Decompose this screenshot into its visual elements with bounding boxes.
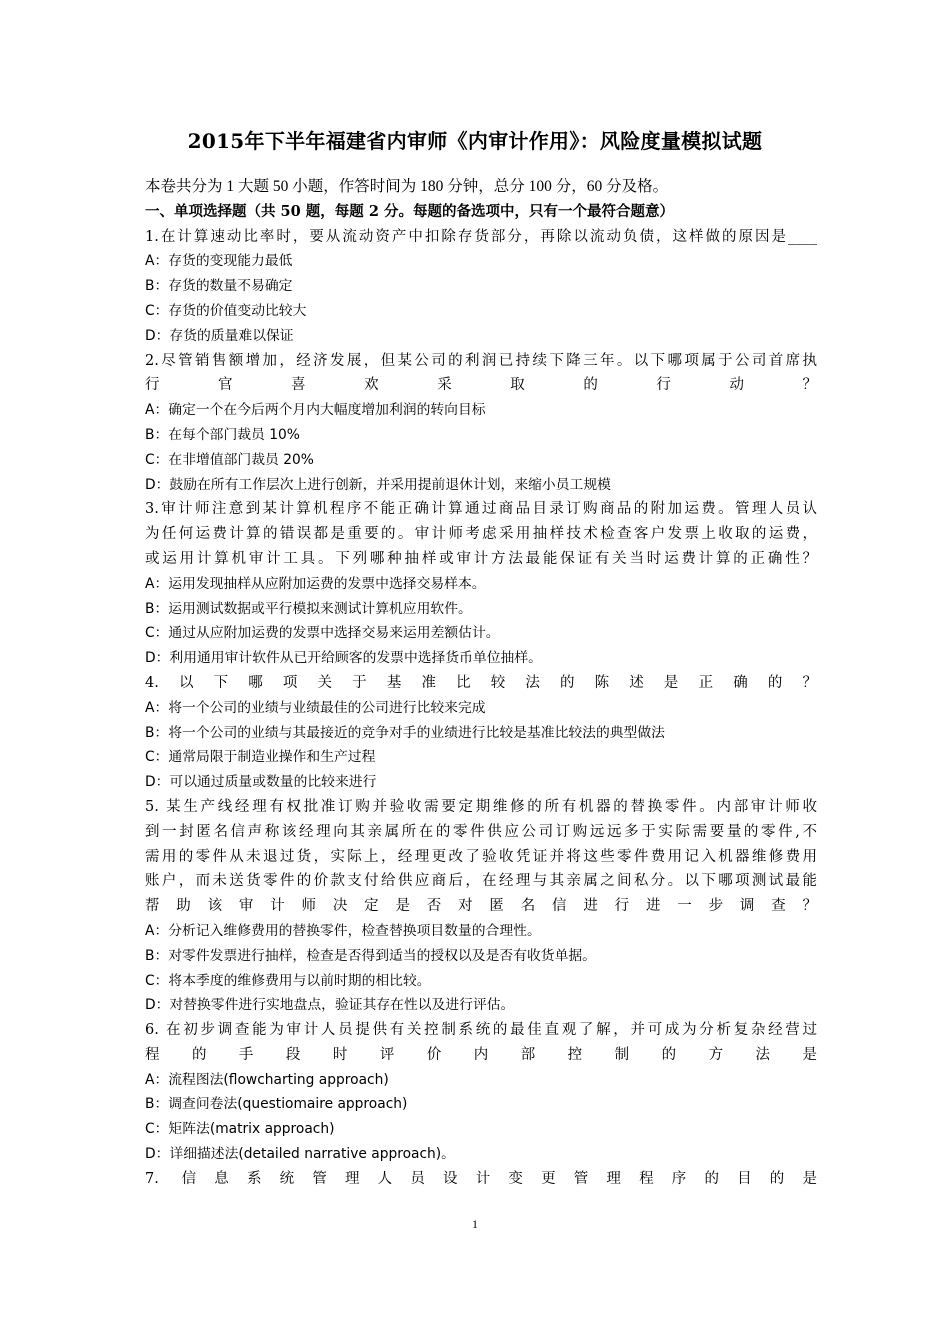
answer-option: C：矩阵法(matrix approach): [145, 1121, 335, 1138]
question-item: [145, 349, 817, 498]
answer-option: C：在非增值部门裁员 20%: [145, 451, 314, 468]
question-item: [145, 497, 817, 671]
answer-option: A：将一个公司的业绩与业绩最佳的公司进行比较来完成: [145, 699, 486, 716]
question-text: 帮助该审计师决定是否对匿名信进行进一步调查？: [145, 898, 817, 915]
answer-option: B：存货的数量不易确定: [145, 278, 293, 295]
answer-option: C：通常局限于制造业操作和生产过程: [145, 749, 376, 766]
answer-option: B：调查问卷法(questiomaire approach): [145, 1096, 408, 1113]
question-item: [145, 225, 817, 349]
page-number: 1: [472, 1217, 478, 1231]
answer-option: D：存货的质量难以保证: [145, 327, 294, 344]
question-text: 为任何运费计算的错误都是重要的。审计师考虑采用抽样技术检查客户发票上收取的运费，: [145, 526, 817, 543]
question-text: 1.在计算速动比率时，要从流动资产中扣除存货部分，再除以流动负债，这样做的原因是____: [145, 228, 817, 245]
question-text: 7. 信息系统管理人员设计变更管理程序的目的是: [145, 1170, 817, 1187]
answer-option: B：运用测试数据或平行模拟来测试计算机应用软件。: [145, 600, 472, 617]
answer-option: D：对替换零件进行实地盘点，验证其存在性以及进行评估。: [145, 997, 515, 1014]
answer-option: D：利用通用审计软件从已开给顾客的发票中选择货币单位抽样。: [145, 650, 542, 667]
document-body: [145, 175, 817, 1192]
answer-option: A：流程图法(flowcharting approach): [145, 1071, 389, 1088]
answer-option: D：可以通过质量或数量的比较来进行: [145, 774, 377, 791]
question-text: 5. 某生产线经理有权批准订购并验收需要定期维修的所有机器的替换零件。内部审计师收: [145, 798, 817, 815]
question-item: [145, 795, 817, 1018]
answer-option: A：存货的变现能力最低: [145, 253, 293, 270]
section-heading: 一、单项选择题（共 50 题，每题 2 分。每题的备选项中，只有一个最符合题意）: [145, 202, 674, 220]
question-item: [145, 1018, 817, 1167]
question-text: 6. 在初步调查能为审计人员提供有关控制系统的最佳直观了解，并可成为分析复杂经营过: [145, 1022, 817, 1039]
question-text: 账户，而未送货零件的价款支付给供应商后，在经理与其亲属之间私分。以下哪项测试最能: [145, 873, 817, 890]
question-item: [145, 1167, 817, 1192]
question-text: 行官喜欢采取的行动？: [145, 377, 817, 394]
question-text: 2.尽管销售额增加，经济发展，但某公司的利润已持续下降三年。以下哪项属于公司首席执: [145, 352, 817, 369]
question-list: [145, 225, 817, 1192]
answer-option: C：将本季度的维修费用与以前时期的相比较。: [145, 972, 431, 989]
question-item: [145, 671, 817, 795]
exam-intro: 本卷共分为 1 大题 50 小题，作答时间为 180 分钟，总分 100 分，60 分及格。: [145, 178, 669, 195]
answer-option: C：通过从应附加运费的发票中选择交易来运用差额估计。: [145, 625, 500, 642]
document-title: 2015年下半年福建省内审师《内审计作用》：风险度量模拟试题: [187, 129, 763, 153]
answer-option: B：对零件发票进行抽样，检查是否得到适当的授权以及是否有收货单据。: [145, 947, 596, 964]
question-text: 4.以下哪项关于基准比较法的陈述是正确的？: [145, 674, 817, 691]
question-text: 需用的零件从未退过货，实际上，经理更改了验收凭证并将这些零件费用记入机器维修费用: [145, 848, 817, 865]
answer-option: D：鼓励在所有工作层次上进行创新，并采用提前退休计划，来缩小员工规模: [145, 476, 611, 493]
question-text: 到一封匿名信声称该经理向其亲属所在的零件供应公司订购远远多于实际需要量的零件,不: [145, 823, 817, 840]
answer-option: D：详细描述法(detailed narrative approach)。: [145, 1146, 455, 1163]
question-text: 3.审计师注意到某计算机程序不能正确计算通过商品目录订购商品的附加运费。管理人员认: [145, 501, 817, 518]
answer-option: A：运用发现抽样从应附加运费的发票中选择交易样本。: [145, 575, 486, 592]
answer-option: A：分析记入维修费用的替换零件，检查替换项目数量的合理性。: [145, 922, 541, 939]
answer-option: C：存货的价值变动比较大: [145, 302, 307, 319]
question-text: 或运用计算机审计工具。下列哪种抽样或审计方法最能保证有关当时运费计算的正确性？: [145, 550, 817, 567]
answer-option: B：在每个部门裁员 10%: [145, 426, 300, 443]
question-text: 程的手段时评价内部控制的方法是: [145, 1046, 817, 1063]
answer-option: B：将一个公司的业绩与其最接近的竞争对手的业绩进行比较是基准比较法的典型做法: [145, 724, 665, 741]
answer-option: A：确定一个在今后两个月内大幅度增加利润的转向目标: [145, 402, 486, 419]
